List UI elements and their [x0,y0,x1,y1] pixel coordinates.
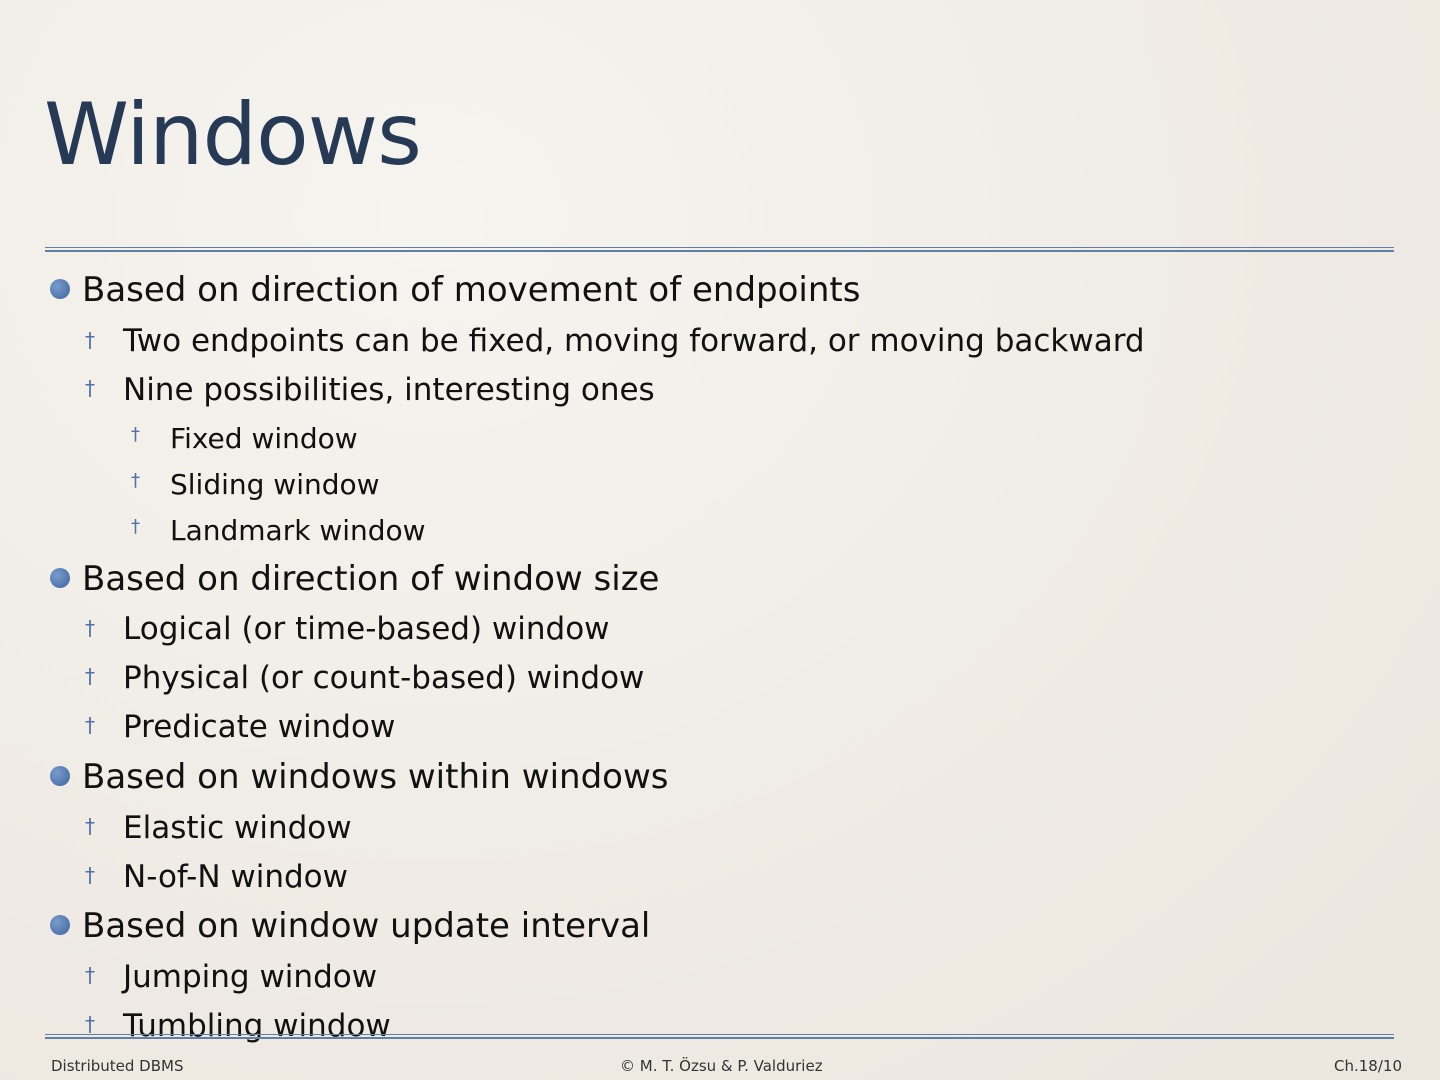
bullet-level2: Physical (or count-based) window [123,660,645,696]
bullet-level1: Based on direction of window size [82,559,660,599]
bullet-level1: Based on windows within windows [82,757,669,797]
bullet-circle-icon [50,568,70,588]
dagger-bullet-icon: † [85,1012,95,1036]
dagger-bullet-icon: † [85,376,95,400]
dagger-bullet-icon: † [85,616,95,640]
footer-divider [45,1034,1394,1039]
title-divider [45,247,1394,252]
footer-page-number: Ch.18/10 [1334,1057,1402,1075]
footer-course: Distributed DBMS [51,1057,184,1075]
bullet-level3: Sliding window [170,468,380,501]
dagger-bullet-icon: † [85,328,95,352]
dagger-bullet-icon: † [131,424,140,445]
bullet-circle-icon [50,766,70,786]
dagger-bullet-icon: † [85,963,95,987]
dagger-bullet-icon: † [85,863,95,887]
bullet-level1: Based on window update interval [82,906,651,946]
dagger-bullet-icon: † [131,470,140,491]
dagger-bullet-icon: † [85,713,95,737]
bullet-level2: Tumbling window [123,1008,391,1044]
bullet-circle-icon [50,915,70,935]
bullet-level2: Two endpoints can be fixed, moving forward, or moving backward [123,323,1145,359]
bullet-circle-icon [50,279,70,299]
bullet-level2: Elastic window [123,810,352,846]
bullet-level2: Predicate window [123,709,396,745]
slide-title: Windows [44,85,421,185]
bullet-level3: Fixed window [170,422,358,455]
bullet-level2: Logical (or time-based) window [123,611,610,647]
bullet-level1: Based on direction of movement of endpoints [82,270,861,310]
dagger-bullet-icon: † [85,664,95,688]
dagger-bullet-icon: † [131,516,140,537]
footer-copyright: © M. T. Özsu & P. Valduriez [620,1057,823,1075]
bullet-level2: Jumping window [123,959,378,995]
dagger-bullet-icon: † [85,814,95,838]
bullet-level2: N-of-N window [123,859,348,895]
bullet-level2: Nine possibilities, interesting ones [123,372,655,408]
bullet-level3: Landmark window [170,514,426,547]
